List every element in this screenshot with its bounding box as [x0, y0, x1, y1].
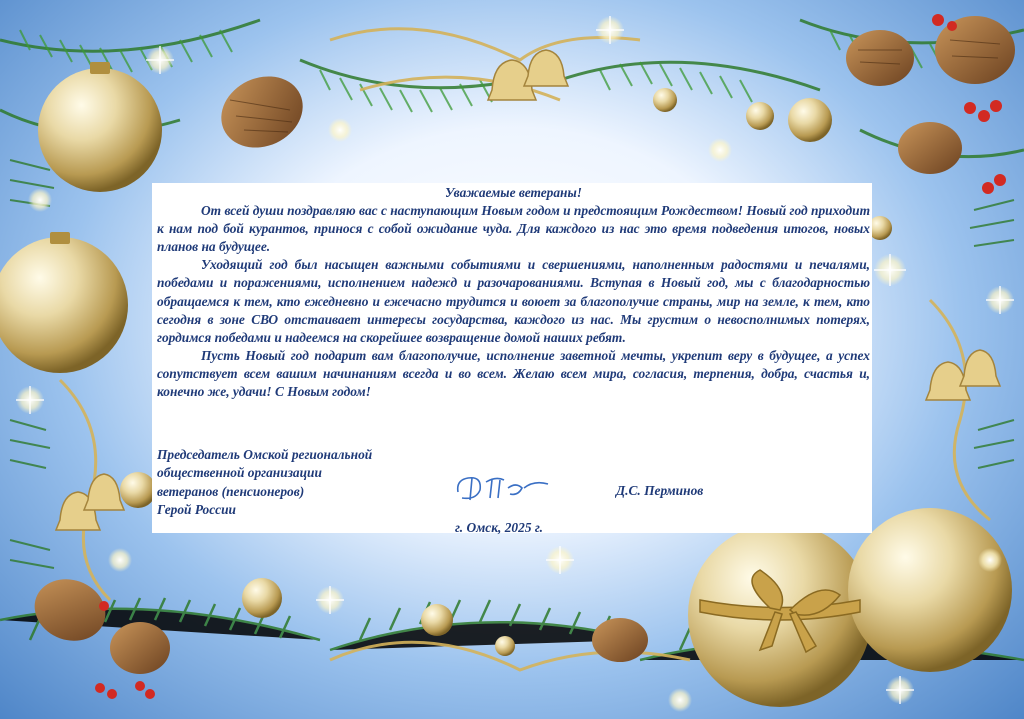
position-line: общественной организации	[157, 465, 322, 481]
paragraph-congratulations: От всей души поздравляю вас с наступающим Новым годом и предстоящим Рождеством! Новый год приходит к нам под бой курантов, принося с собой ожидание чуда. Для каждого из нас это время подведения итогов, новых планов на будущее.	[157, 203, 870, 255]
signer-position	[157, 446, 372, 520]
place-date: г. Омск, 2025 г.	[455, 520, 543, 535]
position-line: ветеранов (пенсионеров)	[157, 483, 305, 499]
paragraph-wishes: Пусть Новый год подарит вам благополучие, исполнение заветной мечты, укрепит веру в будущее, а успех сопутствует всем вашим начинаниям всегда и во всем. Желаю всем мира, согласия, терпения, добра, счастья и, конечно же, удачи! С Новым годом!	[157, 347, 870, 400]
position-line: Председатель Омской региональной	[157, 447, 373, 462]
handwritten-signature	[452, 470, 552, 506]
signer-name: Д.С. Перминов	[616, 483, 704, 498]
position-line: Герой России	[157, 502, 236, 518]
greeting: Уважаемые ветераны!	[444, 185, 582, 200]
letter-body	[157, 184, 870, 401]
paragraph-year-review: Уходящий год был насыщен важными событиями и свершениями, наполненным радостями и печалями, победами и поражениями, исполнением надежд и разочарованиями. Вступая в Новый год, мы с благодарностью обращаемся к тем, кто ежедневно и ежечасно трудится и воюет за благополучие страны, мир на земле, к тем, кто сегодня в зоне СВО отстаивает интересы государства, каждого из нас. Мы грустим о невосполнимых потерях, гордимся победами и надеемся на скорейшее возвращение домой наших ребят.	[157, 257, 870, 345]
